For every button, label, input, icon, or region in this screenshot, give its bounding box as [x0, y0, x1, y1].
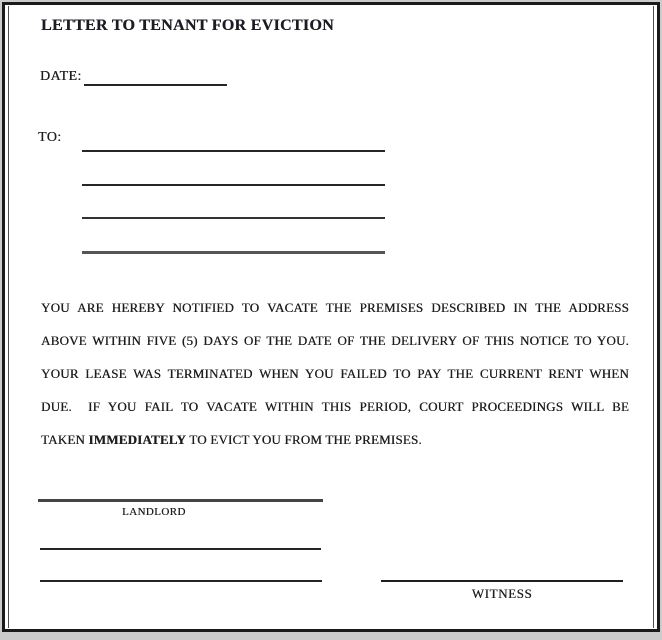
to-blank-line-1	[82, 150, 385, 152]
body-line-4: DUE. IF YOU FAIL TO VACATE WITHIN THIS PERIOD, COURT PROCEEDINGS WILL BE	[41, 399, 629, 414]
witness-label-wrap	[381, 585, 623, 603]
body-line-3: YOUR LEASE WAS TERMINATED WHEN YOU FAILED TO PAY THE CURRENT RENT WHEN	[41, 366, 629, 381]
body-paragraph	[41, 291, 629, 456]
witness-label: WITNESS	[471, 586, 533, 601]
date-label: DATE:	[40, 69, 82, 84]
body-line-5-bold: IMMEDIATELY	[88, 432, 187, 447]
to-blank-line-4	[82, 251, 385, 254]
inner-edge-line-left	[8, 6, 9, 628]
to-blank-line-2	[82, 184, 385, 186]
body-line-1: YOU ARE HEREBY NOTIFIED TO VACATE THE PREMISES DESCRIBED IN THE ADDRESS	[41, 300, 629, 315]
date-blank-line	[84, 84, 227, 86]
landlord-label: LANDLORD	[122, 506, 186, 518]
body-line-2: ABOVE WITHIN FIVE (5) DAYS OF THE DATE OF THE DELIVERY OF THIS NOTICE TO YOU.	[41, 333, 629, 348]
to-blank-line-3	[82, 217, 385, 219]
body-line-5-pre: TAKEN	[41, 432, 89, 447]
to-label: TO:	[38, 130, 62, 145]
witness-signature-line	[381, 580, 623, 582]
signature-blank-line-2	[40, 548, 321, 550]
signature-blank-line-3	[40, 580, 322, 582]
page-title: LETTER TO TENANT FOR EVICTION	[41, 17, 334, 34]
body-line-5-post: TO EVICT YOU FROM THE PREMISES.	[186, 432, 422, 447]
body-line-5	[41, 423, 629, 456]
landlord-signature-line	[38, 499, 323, 502]
inner-edge-line-right	[653, 6, 654, 628]
